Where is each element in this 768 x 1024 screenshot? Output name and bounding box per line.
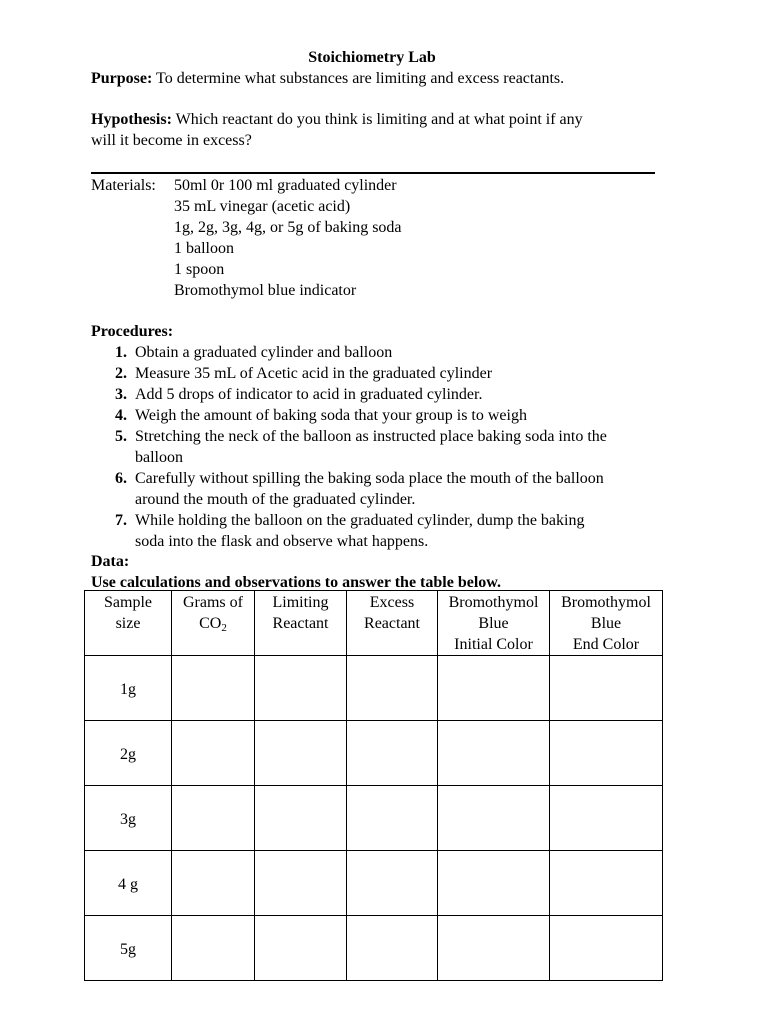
- page-title: Stoichiometry Lab: [308, 49, 436, 66]
- answer-cell[interactable]: [438, 786, 550, 851]
- table-row: [85, 851, 663, 916]
- step-text-cont: around the mouth of the graduated cylinder.: [135, 491, 416, 508]
- answer-cell[interactable]: [255, 916, 347, 981]
- answer-cell[interactable]: [172, 916, 255, 981]
- step-text: Carefully without spilling the baking soda place the mouth of the balloon: [135, 470, 604, 487]
- answer-cell[interactable]: [347, 916, 438, 981]
- hypothesis-text-1: Which reactant do you think is limiting and at what point if any: [175, 111, 583, 128]
- answer-cell[interactable]: [255, 721, 347, 786]
- answer-cell[interactable]: [550, 656, 663, 721]
- data-label: Data:: [91, 553, 130, 570]
- answer-cell[interactable]: [550, 851, 663, 916]
- table-header-row: [85, 591, 663, 656]
- col-header-initial-color: Bromothymol Blue Initial Color: [438, 591, 550, 656]
- table-row: [85, 656, 663, 721]
- answer-cell[interactable]: [255, 851, 347, 916]
- material-item: 1 balloon: [174, 240, 234, 257]
- step-number: 3.: [115, 386, 127, 403]
- answer-cell[interactable]: [255, 656, 347, 721]
- step-number: 2.: [115, 365, 127, 382]
- answer-cell[interactable]: [172, 786, 255, 851]
- answer-cell[interactable]: [172, 656, 255, 721]
- answer-cell[interactable]: [438, 721, 550, 786]
- procedures-label: Procedures:: [91, 323, 174, 340]
- col-header-excess-reactant: Excess Reactant: [347, 591, 438, 656]
- answer-cell[interactable]: [172, 721, 255, 786]
- col-header-grams-co2: Grams of $CO_2$: [172, 591, 255, 656]
- answer-cell[interactable]: [347, 786, 438, 851]
- hypothesis-answer-line: [91, 172, 655, 174]
- answer-cell[interactable]: [438, 916, 550, 981]
- sample-size-cell: 3g: [85, 786, 172, 851]
- step-number: 1.: [115, 344, 127, 361]
- col-header-end-color: Bromothymol Blue End Color: [550, 591, 663, 656]
- purpose-label: Purpose:: [91, 70, 153, 87]
- col-header-limiting-reactant: Limiting Reactant: [255, 591, 347, 656]
- table-row: [85, 721, 663, 786]
- step-text: Add 5 drops of indicator to acid in graduated cylinder.: [135, 386, 483, 403]
- material-item: 1g, 2g, 3g, 4g, or 5g of baking soda: [174, 219, 402, 236]
- material-item: 35 mL vinegar (acetic acid): [174, 198, 351, 215]
- sample-size-cell: 1g: [85, 656, 172, 721]
- sample-size-cell: 4 g: [85, 851, 172, 916]
- table-row: [85, 786, 663, 851]
- step-number: 6.: [115, 470, 127, 487]
- hypothesis-line-1: [91, 109, 583, 130]
- step-text-cont: balloon: [135, 449, 183, 466]
- step-text-cont: soda into the flask and observe what happens.: [135, 533, 429, 550]
- table-row: [85, 916, 663, 981]
- purpose-text: To determine what substances are limiting and excess reactants.: [156, 70, 565, 87]
- answer-cell[interactable]: [172, 851, 255, 916]
- answer-cell[interactable]: [347, 721, 438, 786]
- answer-cell[interactable]: [550, 916, 663, 981]
- material-item: Bromothymol blue indicator: [174, 282, 357, 299]
- data-instruction: Use calculations and observations to answer the table below.: [91, 574, 501, 591]
- step-text: Obtain a graduated cylinder and balloon: [135, 344, 393, 361]
- step-text: While holding the balloon on the graduated cylinder, dump the baking: [135, 512, 585, 529]
- col-header-sample-size: Sample size: [85, 591, 172, 656]
- answer-cell[interactable]: [255, 786, 347, 851]
- sample-size-cell: 2g: [85, 721, 172, 786]
- step-number: 7.: [115, 512, 127, 529]
- materials-label: Materials:: [91, 177, 156, 194]
- material-item: 1 spoon: [174, 261, 225, 278]
- step-number: 5.: [115, 428, 127, 445]
- step-number: 4.: [115, 407, 127, 424]
- purpose-line: [91, 68, 564, 89]
- answer-cell[interactable]: [550, 721, 663, 786]
- sample-size-cell: 5g: [85, 916, 172, 981]
- answer-cell[interactable]: [550, 786, 663, 851]
- step-text: Stretching the neck of the balloon as instructed place baking soda into the: [135, 428, 607, 445]
- hypothesis-text-2: will it become in excess?: [91, 132, 252, 149]
- hypothesis-label: Hypothesis:: [91, 111, 172, 128]
- answer-cell[interactable]: [438, 656, 550, 721]
- step-text: Measure 35 mL of Acetic acid in the graduated cylinder: [135, 365, 493, 382]
- material-item: 50ml 0r 100 ml graduated cylinder: [174, 177, 397, 194]
- answer-cell[interactable]: [347, 656, 438, 721]
- data-table: [84, 590, 663, 981]
- step-text: Weigh the amount of baking soda that your group is to weigh: [135, 407, 527, 424]
- answer-cell[interactable]: [438, 851, 550, 916]
- answer-cell[interactable]: [347, 851, 438, 916]
